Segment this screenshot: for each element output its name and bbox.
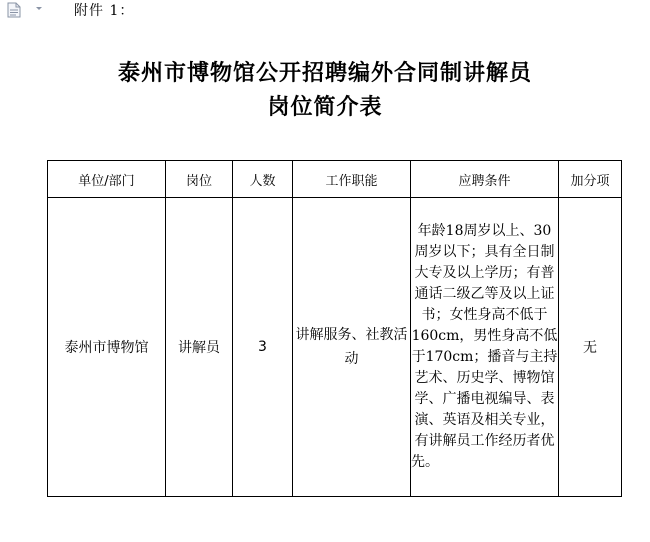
header-bonus: 加分项 [559, 161, 622, 198]
cell-requirements: 年龄18周岁以上、30周岁以下；具有全日制大专及以上学历；有普通话二级乙等及以上证书；女性身高不低于160cm，男性身高不低于170cm；播音与主持艺术、历史学、博物馆学、广播电视编导、表演、英语及相关专业，有讲解员工作经历者优先。 [411, 198, 559, 497]
table-header-row [48, 161, 622, 198]
cell-position: 讲解员 [166, 198, 233, 497]
header-unit: 单位/部门 [48, 161, 166, 198]
document-title: 泰州市博物馆公开招聘编外合同制讲解员 [117, 61, 532, 86]
cell-bonus: 无 [559, 198, 622, 497]
attachment-label: 附件 1： [74, 3, 135, 19]
job-table [47, 160, 622, 497]
header-position: 岗位 [166, 161, 233, 198]
cell-count: 3 [233, 198, 293, 497]
header-duties: 工作职能 [293, 161, 411, 198]
table-row [48, 198, 622, 497]
header-requirements: 应聘条件 [411, 161, 559, 198]
cell-duties: 讲解服务、社教活动 [293, 198, 411, 497]
document-subtitle: 岗位简介表 [267, 95, 383, 120]
header-count: 人数 [233, 161, 293, 198]
document-icon[interactable] [6, 2, 46, 18]
cell-unit: 泰州市博物馆 [48, 198, 166, 497]
